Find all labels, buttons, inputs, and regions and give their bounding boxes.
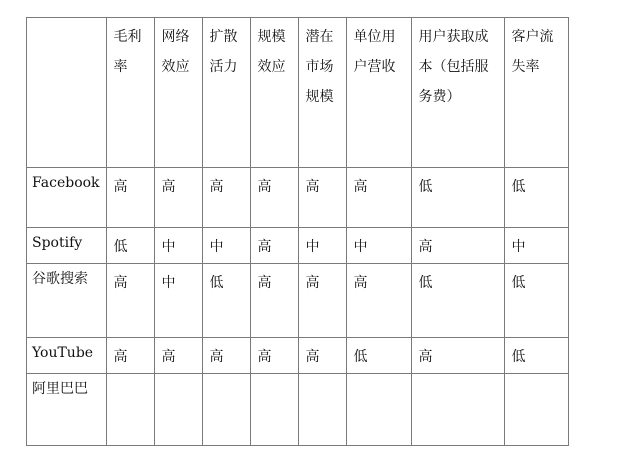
table-cell: 高 [202, 338, 250, 374]
table-cell: 高 [298, 168, 346, 228]
table-cell [154, 374, 202, 446]
table-cell: 高 [154, 168, 202, 228]
table-cell: 低 [411, 168, 504, 228]
row-label: 谷歌搜索 [27, 264, 107, 338]
table-cell: 高 [411, 228, 504, 264]
table-cell: 高 [106, 264, 154, 338]
table-cell: 低 [504, 338, 568, 374]
row-label: Facebook [27, 168, 107, 228]
table-cell: 高 [298, 338, 346, 374]
table-cell: 高 [250, 264, 298, 338]
table-cell: 低 [106, 228, 154, 264]
table-cell: 高 [106, 168, 154, 228]
header-market-size: 潜在市场规模 [298, 18, 346, 168]
table-cell [106, 374, 154, 446]
header-scale-effect: 规模效应 [250, 18, 298, 168]
table-row [27, 264, 569, 338]
table-row [27, 168, 569, 228]
row-label: Spotify [27, 228, 107, 264]
table-cell: 中 [202, 228, 250, 264]
row-label: 阿里巴巴 [27, 374, 107, 446]
table-cell [298, 374, 346, 446]
table-cell: 高 [250, 338, 298, 374]
table-cell [202, 374, 250, 446]
table-cell: 中 [154, 228, 202, 264]
table-cell: 中 [154, 264, 202, 338]
table-cell: 高 [154, 338, 202, 374]
table-cell [411, 374, 504, 446]
table-cell [346, 374, 411, 446]
table-cell: 高 [346, 264, 411, 338]
table-cell: 高 [250, 168, 298, 228]
table-cell: 低 [346, 338, 411, 374]
table-cell: 低 [504, 264, 568, 338]
table-cell: 低 [411, 264, 504, 338]
header-churn-rate: 客户流失率 [504, 18, 568, 168]
table-cell [250, 374, 298, 446]
header-revenue-per-user: 单位用户营收 [346, 18, 411, 168]
table-cell: 中 [298, 228, 346, 264]
table-cell: 高 [106, 338, 154, 374]
table-cell: 高 [411, 338, 504, 374]
table-row [27, 338, 569, 374]
table-cell [504, 374, 568, 446]
table-cell: 中 [346, 228, 411, 264]
header-gross-margin: 毛利率 [106, 18, 154, 168]
header-network-effect: 网络效应 [154, 18, 202, 168]
header-corner [27, 18, 107, 168]
table-cell: 高 [346, 168, 411, 228]
table-row [27, 228, 569, 264]
table-row [27, 374, 569, 446]
row-label: YouTube [27, 338, 107, 374]
table-cell: 低 [504, 168, 568, 228]
header-diffusion: 扩散活力 [202, 18, 250, 168]
table-cell: 低 [202, 264, 250, 338]
comparison-table [26, 17, 569, 446]
table-cell: 中 [504, 228, 568, 264]
table-cell: 高 [298, 264, 346, 338]
header-acquisition-cost: 用户获取成本（包括服务费） [411, 18, 504, 168]
table-cell: 高 [202, 168, 250, 228]
header-row [27, 18, 569, 168]
table-cell: 高 [250, 228, 298, 264]
